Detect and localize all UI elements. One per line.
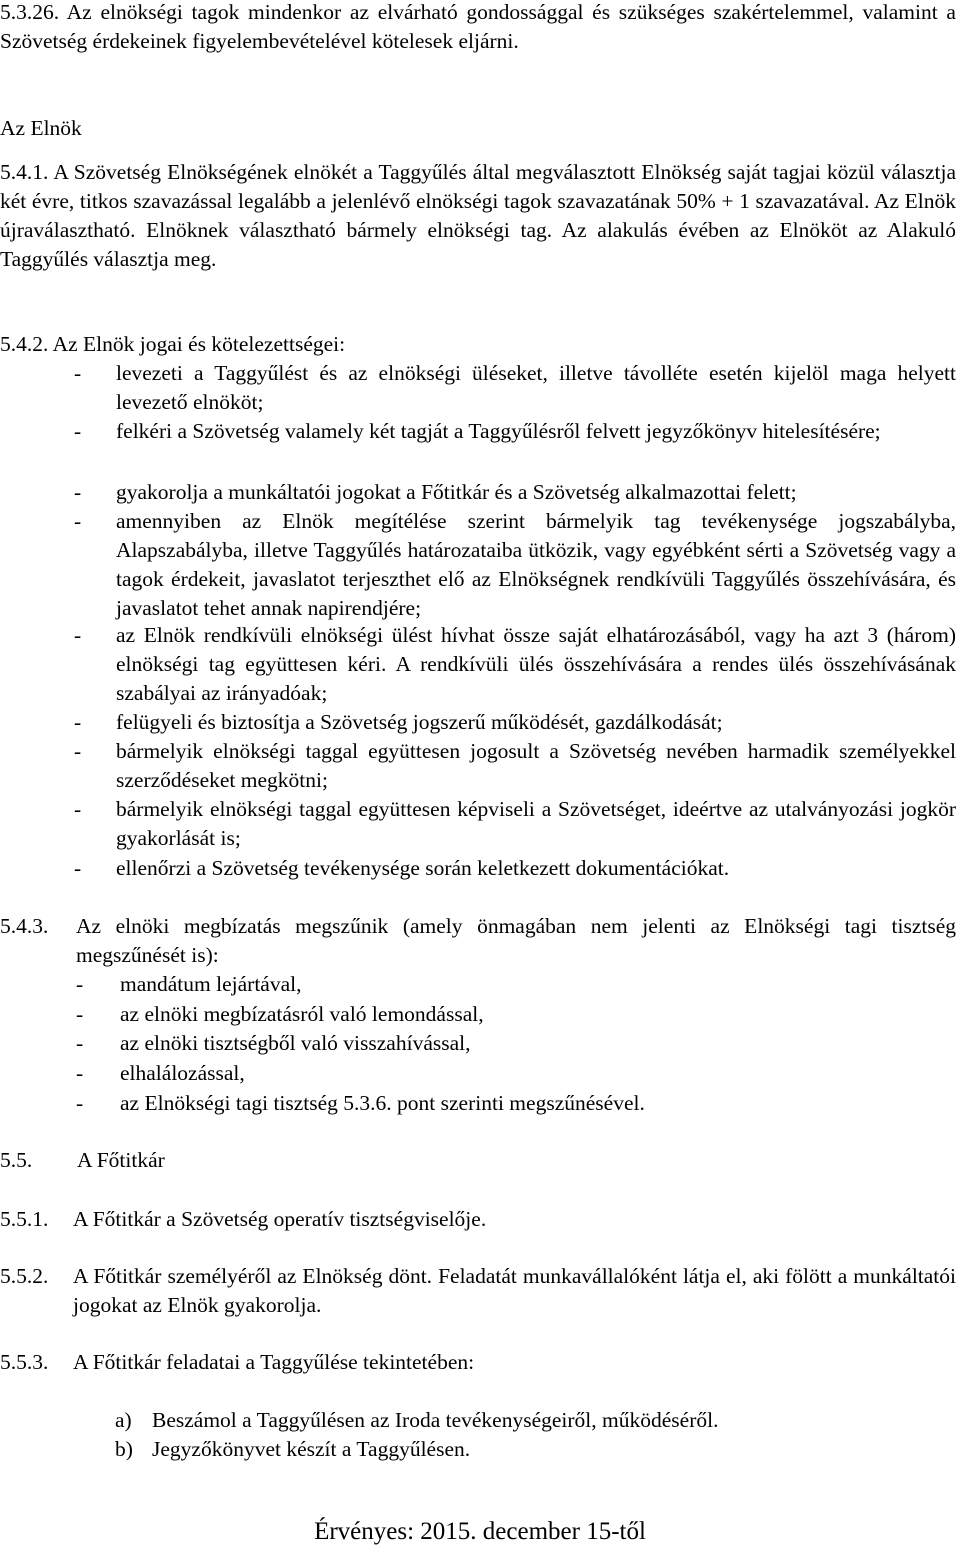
list-dash: -	[76, 1002, 84, 1026]
list-item-text: mandátum lejártával,	[120, 972, 302, 996]
list-item-text: ellenőrzi a Szövetség tevékenysége során keletkezett dokumentációkat.	[116, 856, 730, 880]
paragraph-title: Az Elnök jogai és kötelezettségei:	[52, 332, 346, 356]
section-heading-elnok: Az Elnök	[0, 116, 82, 140]
list-dash: -	[76, 1061, 84, 1085]
section-number: 5.4.2.	[0, 332, 49, 356]
list-item	[76, 1000, 956, 1029]
list-item	[74, 795, 956, 853]
list-dash: -	[76, 972, 84, 996]
paragraph-5-3-26	[0, 0, 956, 56]
list-item	[74, 708, 956, 737]
list-item-text: az elnöki megbízatásról való lemondással,	[120, 1002, 484, 1026]
list-item	[74, 621, 956, 708]
paragraph-5-4-2-title	[0, 330, 956, 359]
paragraph-text: A Főtitkár feladatai a Taggyűlése tekintetében:	[73, 1350, 475, 1374]
list-marker: a)	[115, 1408, 132, 1432]
list-item	[115, 1406, 956, 1435]
list-item-text: amennyiben az Elnök megítélése szerint bármelyik tag tevékenysége jogszabályba, Alapszabályba, illetve Taggyűlés határozataiba ütközik, vagy egyébként sérti a Szövetség vagy a tagok érdekeit, javaslatot terjeszthet elő az Elnökségnek rendkívüli Taggyűlés összehívására, és javaslatot tehet annak napirendjére;	[116, 509, 956, 620]
paragraph-text: A Főtitkár a Szövetség operatív tisztségviselője.	[73, 1207, 487, 1231]
list-item	[74, 417, 956, 475]
list-dash: -	[74, 480, 82, 504]
list-item-text: bármelyik elnökségi taggal együttesen képviseli a Szövetséget, ideértve az utalványozási jogkör gyakorlását is;	[116, 797, 956, 850]
list-dash: -	[74, 739, 82, 763]
list-dash: -	[74, 797, 82, 821]
list-item-text: elhalálozással,	[120, 1061, 245, 1085]
list-marker: b)	[115, 1437, 133, 1461]
section-number: 5.5.2.	[0, 1264, 49, 1288]
list-item-text: felügyeli és biztosítja a Szövetség jogszerű működését, gazdálkodását;	[116, 710, 723, 734]
list-dash: -	[76, 1091, 84, 1115]
list-item	[74, 359, 956, 417]
list-item-text: Jegyzőkönyvet készít a Taggyűlésen.	[152, 1437, 471, 1461]
section-number: 5.5.1.	[0, 1207, 49, 1231]
list-item-text: az elnöki tisztségből való visszahívással,	[120, 1031, 471, 1055]
list-item-text: levezeti a Taggyűlést és az elnökségi üléseket, illetve távolléte esetén kijelöl maga helyett levezető elnököt;	[116, 361, 956, 414]
list-item	[76, 1029, 956, 1058]
page-footer: Érvényes: 2015. december 15-től	[314, 1518, 646, 1545]
paragraph-5-4-1	[0, 158, 956, 274]
list-item	[115, 1435, 956, 1464]
list-item-text: bármelyik elnökségi taggal együttesen jogosult a Szövetség nevében harmadik személyekkel szerződéseket megkötni;	[116, 739, 956, 792]
list-dash: -	[74, 361, 82, 385]
paragraph-text: A Főtitkár személyéről az Elnökség dönt. Feladatát munkavállalóként látja el, aki fölött a munkáltatói jogokat az Elnök gyakorolja.	[73, 1264, 956, 1317]
list-dash: -	[74, 856, 82, 880]
list-dash: -	[76, 1031, 84, 1055]
list-item	[76, 1089, 956, 1118]
list-item	[76, 1059, 956, 1088]
list-item-text: az Elnök rendkívüli elnökségi ülést hívhat össze saját elhatározásából, vagy ha azt 3 (három) elnökségi tag együttesen kéri. A rendkívüli ülés összehívására a rendes ülés összehívásának szabályai az irányadóak;	[116, 623, 956, 705]
section-title: A Főtitkár	[77, 1148, 165, 1172]
list-dash: -	[74, 623, 82, 647]
list-item	[74, 737, 956, 795]
list-dash: -	[74, 710, 82, 734]
section-number: 5.3.26.	[0, 0, 60, 24]
paragraph-text: A Szövetség Elnökségének elnökét a Taggyűlés által megválasztott Elnökség saját tagjai közül választja két évre, titkos szavazással legalább a jelenlévő elnökségi tagok szavazatának 50% + 1 szavazatával. Az Elnök újraválasztható. Elnöknek választható bármely elnökségi tag. Az alakulás évében az Elnököt az Alakuló Taggyűlés választja meg.	[0, 160, 956, 271]
section-number: 5.4.1.	[0, 160, 49, 184]
paragraph-text: Az elnökségi tagok mindenkor az elvárható gondossággal és szükséges szakértelemmel, valamint a Szövetség érdekeinek figyelembevételével kötelesek eljárni.	[0, 0, 956, 53]
list-item-text: Beszámol a Taggyűlésen az Iroda tevékenységeiről, működéséről.	[152, 1408, 719, 1432]
section-number: 5.5.	[0, 1148, 33, 1172]
list-item	[76, 970, 956, 999]
list-dash: -	[74, 419, 82, 443]
list-item	[74, 507, 956, 623]
section-number: 5.4.3.	[0, 914, 49, 938]
list-dash: -	[74, 509, 82, 533]
paragraph-text: Az elnöki megbízatás megszűnik (amely önmagában nem jelenti az Elnökségi tagi tisztség megszűnését is):	[76, 914, 956, 967]
list-item-text: gyakorolja a munkáltatói jogokat a Főtitkár és a Szövetség alkalmazottai felett;	[116, 480, 797, 504]
list-item-text: az Elnökségi tagi tisztség 5.3.6. pont szerinti megszűnésével.	[120, 1091, 645, 1115]
list-item	[74, 854, 956, 883]
section-number: 5.5.3.	[0, 1350, 49, 1374]
list-item-text: felkéri a Szövetség valamely két tagját a Taggyűlésről felvett jegyzőkönyv hitelesítésére;	[116, 419, 881, 443]
list-item	[74, 478, 956, 507]
